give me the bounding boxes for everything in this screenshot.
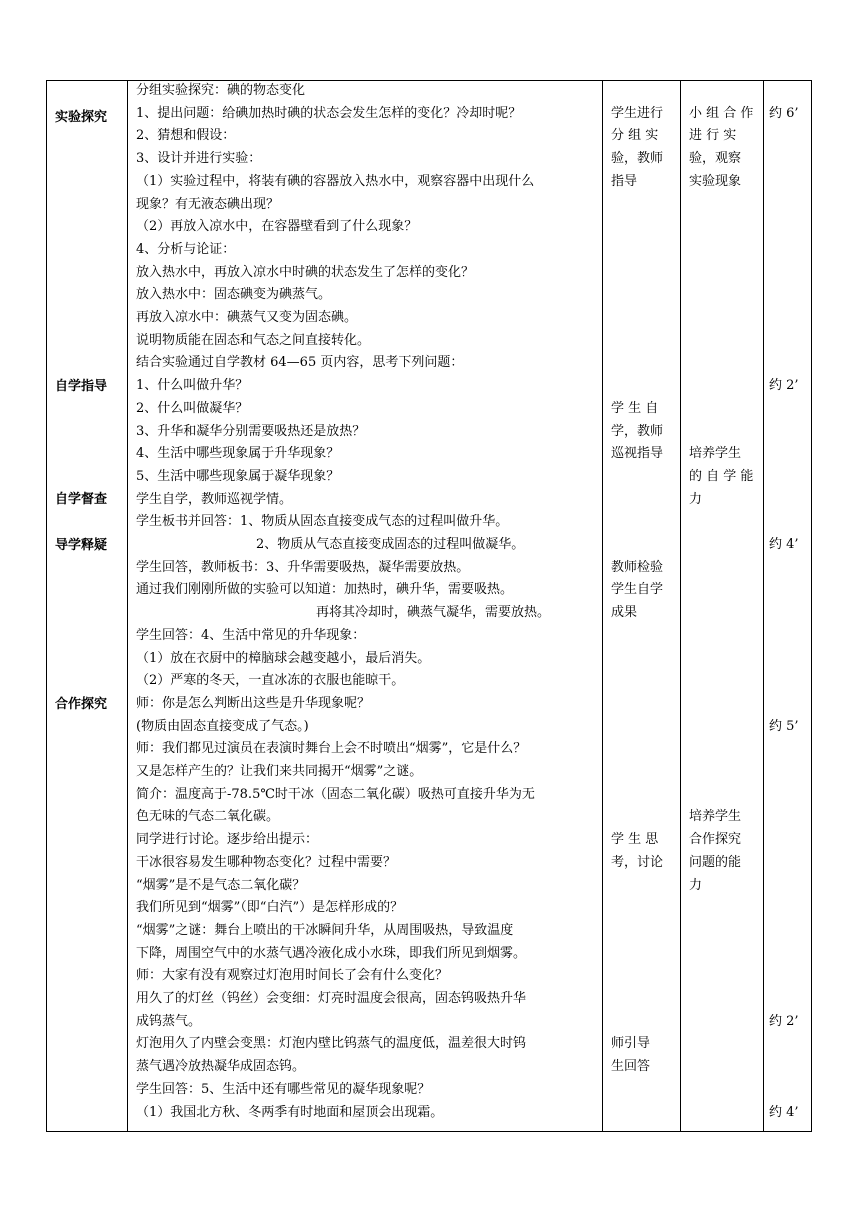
content-line: 色无味的气态二氧化碳。 — [136, 809, 280, 825]
time-text: 约 4’ — [769, 1104, 799, 1120]
content-line: 蒸气遇冷放热凝华成固态钨。 — [136, 1059, 306, 1075]
activity-text: 分 组 实 — [611, 128, 659, 144]
content-line: 5、生活中哪些现象属于凝华现象？ — [136, 468, 340, 484]
content-line: 同学进行讨论。逐步给出提示： — [136, 832, 319, 848]
activity-text: 指导 — [611, 173, 638, 189]
content-line: 放入热水中：固态碘变为碘蒸气。 — [136, 287, 332, 303]
goal-text: 力 — [689, 877, 703, 893]
content-line: 结合实验通过自学教材 64—65 页内容，思考下列问题： — [136, 355, 464, 371]
content-line: 通过我们刚刚所做的实验可以知道：加热时，碘升华，需要吸热。 — [136, 582, 514, 598]
column-divider — [763, 80, 764, 1132]
content-line: 再将其冷却时，碘蒸气凝华，需要放热。 — [316, 605, 551, 621]
content-line: 再放入凉水中：碘蒸气又变为固态碘。 — [136, 310, 358, 325]
content-line: （2）严寒的冬天，一直冰冻的衣服也能晾干。 — [136, 673, 405, 689]
goal-text: 问题的能 — [689, 854, 742, 870]
column-divider — [127, 80, 128, 1132]
content-line: 1、提出问题：给碘加热时碘的状态会发生怎样的变化？冷却时呢？ — [136, 105, 522, 121]
content-line: 学生回答，教师板书：3、升华需要吸热，凝华需要放热。 — [136, 559, 470, 575]
content-line: 3、升华和凝华分别需要吸热还是放热？ — [136, 423, 366, 439]
activity-text: 成果 — [611, 605, 638, 621]
content-line: 灯泡用久了内壁会变黑：灯泡内壁比钨蒸气的温度低，温差很大时钨 — [136, 1036, 527, 1052]
label-guide: 导学释疑 — [55, 538, 108, 553]
time-text: 约 4’ — [769, 537, 799, 552]
content-line: 4、生活中哪些现象属于升华现象？ — [136, 446, 340, 462]
goal-text: 验，观察 — [689, 151, 742, 167]
time-text: 约 2’ — [769, 1013, 799, 1029]
goal-text: 合作探究 — [689, 832, 742, 848]
content-line: 成钨蒸气。 — [136, 1013, 202, 1029]
activity-text: 学 生 思 — [611, 832, 659, 848]
label-cooperate: 合作探究 — [55, 697, 108, 712]
time-text: 约 6’ — [769, 105, 799, 121]
content-line: 我们所见到“烟雾”（即“白汽”）是怎样形成的？ — [136, 900, 404, 916]
activity-text: 考，讨论 — [611, 854, 664, 870]
content-line: 3、设计并进行实验： — [136, 151, 262, 167]
time-text: 约 5’ — [769, 718, 799, 734]
activity-text: 教师检验 — [611, 559, 664, 575]
activity-text: 学生自学 — [611, 582, 664, 598]
content-line: 学生回答：4、生活中常见的升华现象： — [136, 627, 366, 643]
content-line: 2、物质从气态直接变成固态的过程叫做凝华。 — [256, 537, 525, 552]
content-line: 放入热水中，再放入凉水中时碘的状态发生了怎样的变化？ — [136, 264, 475, 280]
activity-text: 师引导 — [611, 1036, 651, 1052]
content-line: “烟雾”是不是气态二氧化碳？ — [136, 877, 306, 893]
content-line: 学生自学，教师巡视学情。 — [136, 491, 293, 507]
activity-text: 学，教师 — [611, 423, 664, 439]
goal-text: 进 行 实 — [689, 128, 737, 144]
content-line: 分组实验探究：碘的物态变化 — [136, 83, 306, 98]
goal-text: 小 组 合 作 — [689, 105, 754, 121]
content-line: 师：你是怎么判断出这些是升华现象呢？ — [136, 695, 371, 711]
content-line: 4、分析与论证： — [136, 241, 236, 257]
content-line: （1）我国北方秋、冬两季有时地面和屋顶会出现霜。 — [136, 1104, 444, 1120]
content-line: （1）实验过程中，将装有碘的容器放入热水中，观察容器中出现什么 — [136, 173, 535, 189]
content-line: 说明物质能在固态和气态之间直接转化。 — [136, 332, 371, 348]
content-line: 学生板书并回答：1、物质从固态直接变成气态的过程叫做升华。 — [136, 514, 509, 530]
goal-text: 力 — [689, 491, 703, 507]
content-line: （2）再放入凉水中，在容器壁看到了什么现象？ — [136, 219, 418, 235]
activity-text: 学 生 自 — [611, 400, 659, 416]
activity-text: 验，教师 — [611, 151, 664, 167]
goal-text: 的 自 学 能 — [689, 468, 754, 484]
time-text: 约 2’ — [769, 378, 799, 394]
label-supervise: 自学督查 — [55, 492, 108, 507]
content-line: 1、什么叫做升华？ — [136, 378, 249, 394]
goal-text: 实验现象 — [689, 173, 742, 189]
content-line: (物质由固态直接变成了气态。) — [136, 718, 309, 734]
content-line: 下降，周围空气中的水蒸气遇冷液化成小水珠，即我们所见到烟雾。 — [136, 945, 527, 961]
content-line: 又是怎样产生的？让我们来共同揭开“烟雾”之谜。 — [136, 764, 423, 779]
content-line: 2、什么叫做凝华？ — [136, 400, 249, 416]
content-line: 干冰很容易发生哪种物态变化？过程中需要？ — [136, 854, 397, 870]
content-line: 师：大家有没有观察过灯泡用时间长了会有什么变化？ — [136, 968, 449, 984]
content-line: 现象？有无液态碘出现？ — [136, 196, 280, 212]
goal-text: 培养学生 — [689, 446, 742, 462]
activity-text: 生回答 — [611, 1059, 651, 1075]
content-line: “烟雾”之谜：舞台上喷出的干冰瞬间升华，从周围吸热，导致温度 — [136, 922, 514, 938]
content-line: 学生回答：5、生活中还有哪些常见的凝华现象呢？ — [136, 1081, 431, 1097]
content-line: 师：我们都见过演员在表演时舞台上会不时喷出“烟雾”，它是什么？ — [136, 741, 527, 757]
activity-text: 巡视指导 — [611, 446, 664, 462]
activity-text: 学生进行 — [611, 105, 664, 121]
content-line: （1）放在衣厨中的樟脑球会越变越小，最后消失。 — [136, 650, 431, 666]
content-line: 2、猜想和假设： — [136, 128, 236, 144]
label-experiment: 实验探究 — [55, 110, 108, 125]
column-divider — [602, 80, 603, 1132]
content-line: 简介：温度高于-78.5℃时干冰（固态二氧化碳）吸热可直接升华为无 — [136, 786, 535, 802]
column-divider — [680, 80, 681, 1132]
goal-text: 培养学生 — [689, 809, 742, 825]
label-self-study: 自学指导 — [55, 379, 108, 394]
content-line: 用久了的灯丝（钨丝）会变细：灯亮时温度会很高，固态钨吸热升华 — [136, 991, 527, 1006]
